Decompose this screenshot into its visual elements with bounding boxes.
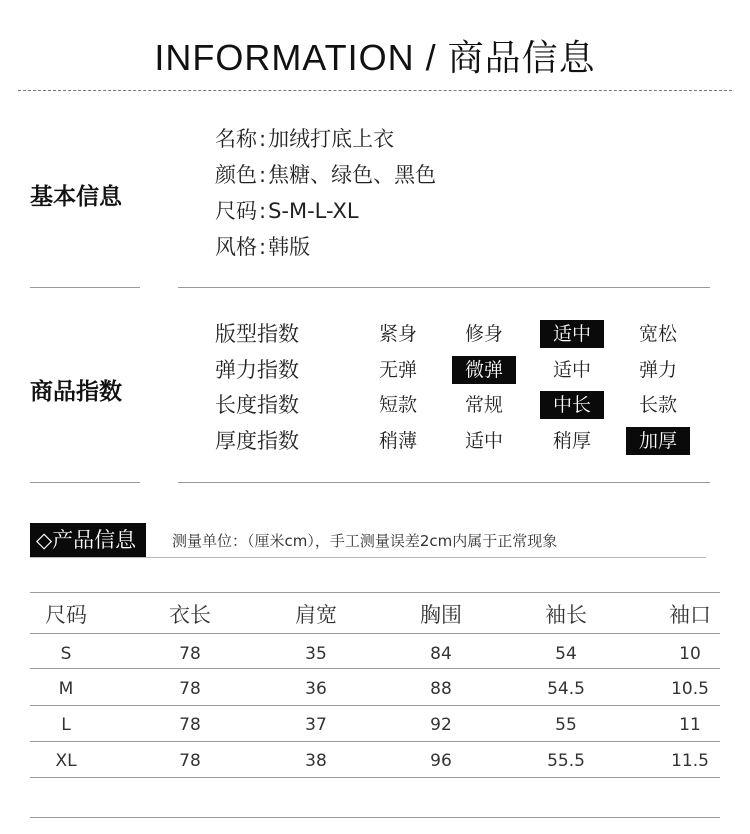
table-header-cell: 衣长: [169, 603, 211, 627]
table-header-cell: 尺码: [45, 603, 87, 627]
info-line-name: [215, 121, 436, 157]
table-bottom-border: [30, 817, 720, 818]
table-top-border: [30, 592, 720, 593]
table-header-cell: 袖长: [545, 603, 587, 627]
info-label: 尺码: [215, 199, 257, 223]
index-option-selected: 中长: [540, 391, 604, 419]
info-separator: :: [259, 163, 267, 187]
table-cell: 54.5: [547, 679, 585, 699]
table-cell: XL: [55, 751, 77, 771]
index-option: 弹力: [638, 359, 677, 381]
info-label: 风格: [215, 235, 257, 259]
product-info-label: ◇产品信息: [30, 523, 146, 557]
info-label: 名称: [215, 127, 257, 151]
index-option: 修身: [464, 323, 503, 345]
table-cell: 38: [305, 751, 327, 771]
basic-info-list: [215, 121, 436, 265]
table-cell: 55: [555, 715, 577, 735]
index-option-selected: 适中: [540, 320, 604, 348]
basic-info-title: 基本信息: [30, 184, 122, 210]
measurement-note: 测量单位：（厘米cm），手工测量误差2cm内属于正常现象: [172, 532, 558, 550]
index-option: 长款: [638, 394, 677, 416]
table-cell: 78: [179, 715, 201, 735]
index-option: 适中: [552, 359, 591, 381]
info-separator: :: [259, 199, 267, 223]
info-separator: :: [259, 235, 267, 259]
index-option: 稍薄: [378, 430, 417, 452]
page-title: INFORMATION / 商品信息: [154, 37, 596, 78]
table-header-cell: 胸围: [420, 603, 462, 627]
table-cell: 92: [430, 715, 452, 735]
table-cell: 10: [679, 644, 701, 664]
index-option-selected: 加厚: [626, 427, 690, 455]
table-row-divider: [30, 741, 720, 742]
table-cell: 96: [430, 751, 452, 771]
table-header-cell: 肩宽: [295, 603, 337, 627]
table-cell: 11.5: [671, 751, 709, 771]
info-separator: :: [259, 127, 267, 151]
index-option: 适中: [464, 430, 503, 452]
index-option: 无弹: [378, 359, 417, 381]
table-row-divider: [30, 668, 720, 669]
table-cell: 78: [179, 751, 201, 771]
product-info-underline: [30, 557, 706, 558]
table-cell: 11: [679, 715, 701, 735]
table-cell: 10.5: [671, 679, 709, 699]
table-cell: 54: [555, 644, 577, 664]
table-cell: 37: [305, 715, 327, 735]
index-option: 常规: [464, 394, 503, 416]
section-divider-left: [30, 482, 140, 483]
info-value: 加绒打底上衣: [268, 127, 395, 151]
info-value: 韩版: [268, 235, 311, 259]
table-header-cell: 袖口: [669, 603, 711, 627]
info-label: 颜色: [215, 163, 257, 187]
table-row-divider: [30, 777, 720, 778]
table-cell: 35: [305, 644, 327, 664]
index-row-label: 长度指数: [215, 393, 299, 417]
table-row-divider: [30, 633, 720, 634]
index-row-label: 弹力指数: [215, 358, 299, 382]
index-row-label: 厚度指数: [215, 429, 299, 453]
section-divider-right: [178, 287, 710, 288]
table-cell: 88: [430, 679, 452, 699]
index-option: 短款: [378, 394, 417, 416]
index-row-label: 版型指数: [215, 322, 299, 346]
info-line-style: [215, 229, 436, 265]
table-cell: 84: [430, 644, 452, 664]
index-option: 紧身: [378, 323, 417, 345]
header-divider: [18, 90, 732, 91]
info-value: S-M-L-XL: [268, 199, 359, 223]
table-cell: L: [61, 715, 71, 735]
index-option: 宽松: [638, 323, 677, 345]
table-row-divider: [30, 705, 720, 706]
table-cell: M: [58, 679, 74, 699]
index-option-selected: 微弹: [452, 356, 516, 384]
info-value: 焦糖、绿色、黑色: [268, 163, 437, 187]
table-cell: S: [60, 644, 72, 664]
index-option: 稍厚: [552, 430, 591, 452]
table-cell: 36: [305, 679, 327, 699]
section-divider-right: [178, 482, 710, 483]
info-line-size: [215, 193, 436, 229]
table-cell: 78: [179, 679, 201, 699]
table-cell: 78: [179, 644, 201, 664]
table-cell: 55.5: [547, 751, 585, 771]
product-index-title: 商品指数: [30, 379, 122, 405]
section-divider-left: [30, 287, 140, 288]
info-line-color: [215, 157, 436, 193]
